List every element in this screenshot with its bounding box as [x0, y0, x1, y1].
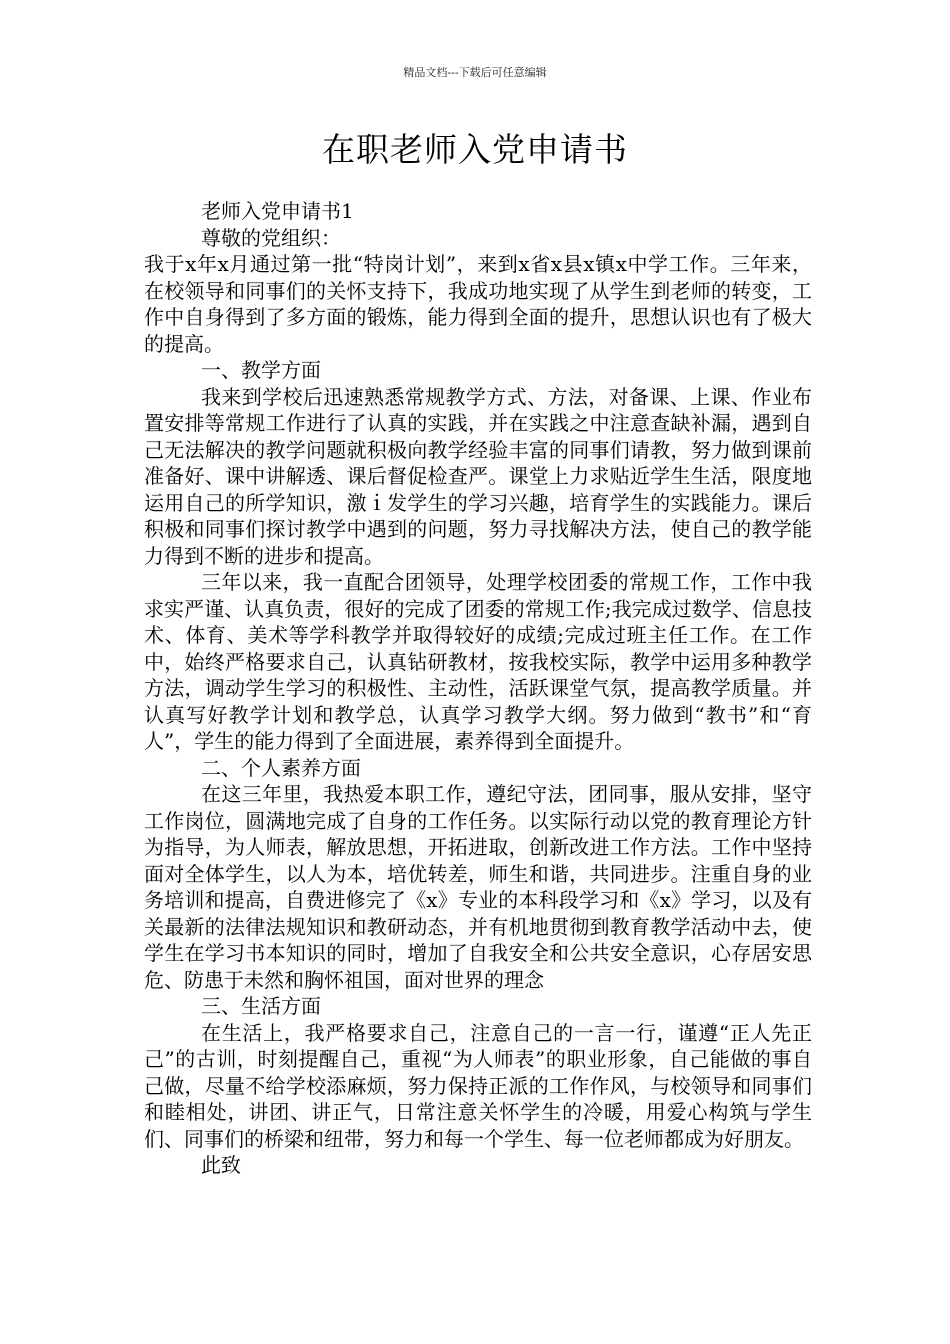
section-heading-teaching: 一、教学方面: [201, 358, 321, 382]
work-paragraph: 三年以来，我一直配合团领导，处理学校团委的常规工作，工作中我求实严谨、认真负责，很好的完成了团委的常规工作;我完成过数学、信息技术、体育、美术等学科教学并取得较好的成绩;完成过班主任工作。在工作中，始终严格要求自己，认真钻研教材，按我校实际，教学中运用多种教学方法，调动学生学习的积极性、主动性，活跃课堂气氛，提高教学质量。并认真写好教学计划和教学总，认真学习教学大纲。努力做到“教书”和“育人”，学生的能力得到了全面进展，素养得到全面提升。: [144, 570, 812, 753]
section-heading-life: 三、生活方面: [201, 994, 321, 1018]
personal-paragraph: 在这三年里，我热爱本职工作，遵纪守法，团同事，服从安排，坚守工作岗位，圆满地完成了自身的工作任务。以实际行动以党的教育理论方针为指导，为人师表，解放思想，开拓进取，创新改进工作方法。工作中坚持面对全体学生，以人为本，培优转差，师生和谐，共同进步。注重自身的业务培训和提高，自费进修完了《x》专业的本科段学习和《x》学习，以及有关最新的法律法规知识和教研动态，并有机地贯彻到教育教学活动中去，使学生在学习书本知识的同时，增加了自我安全和公共安全意识，心存居安思危、防患于未然和胸怀祖国，面对世界的理念: [144, 782, 812, 992]
subtitle-paragraph: 老师入党申请书1: [201, 199, 354, 223]
document-title: 在职老师入党申请书: [322, 130, 628, 169]
intro-paragraph: 我于x年x月通过第一批“特岗计划”，来到x省x县x镇x中学工作。三年来，在校领导和同事们的关怀支持下，我成功地实现了从学生到老师的转变，工作中自身得到了多方面的锻炼，能力得到全面的提升，思想认识也有了极大的提高。: [144, 252, 812, 356]
document-body: [144, 198, 812, 1179]
closing-paragraph: 此致: [201, 1153, 241, 1177]
salutation-paragraph: 尊敬的党组织：: [201, 225, 341, 250]
teaching-paragraph: 我来到学校后迅速熟悉常规教学方式、方法，对备课、上课、作业布置安排等常规工作进行了认真的实践，并在实践之中注意查缺补漏，遇到自己无法解决的教学问题就积极向教学经验丰富的同事们请教，努力做到课前准备好、课中讲解透、课后督促检查严。课堂上力求贴近学生生活，限度地运用自己的所学知识，激ｉ发学生的学习兴趣，培育学生的实践能力。课后积极和同事们探讨教学中遇到的问题，努力寻找解决方法，使自己的教学能力得到不断的进步和提高。: [144, 384, 812, 568]
section-heading-personal: 二、个人素养方面: [201, 755, 361, 780]
life-paragraph: 在生活上，我严格要求自己，注意自己的一言一行，谨遵“正人先正己”的古训，时刻提醒自己，重视“为人师表”的职业形象，自己能做的事自己做，尽量不给学校添麻烦，努力保持正派的工作作风，与校领导和同事们和睦相处，讲团、讲正气，日常注意关怀学生的冷暖，用爱心构筑与学生们、同事们的桥梁和纽带，努力和每一个学生、每一位老师都成为好朋友。: [144, 1020, 812, 1151]
header-note: 精品文档---下载后可任意编辑: [403, 66, 547, 79]
